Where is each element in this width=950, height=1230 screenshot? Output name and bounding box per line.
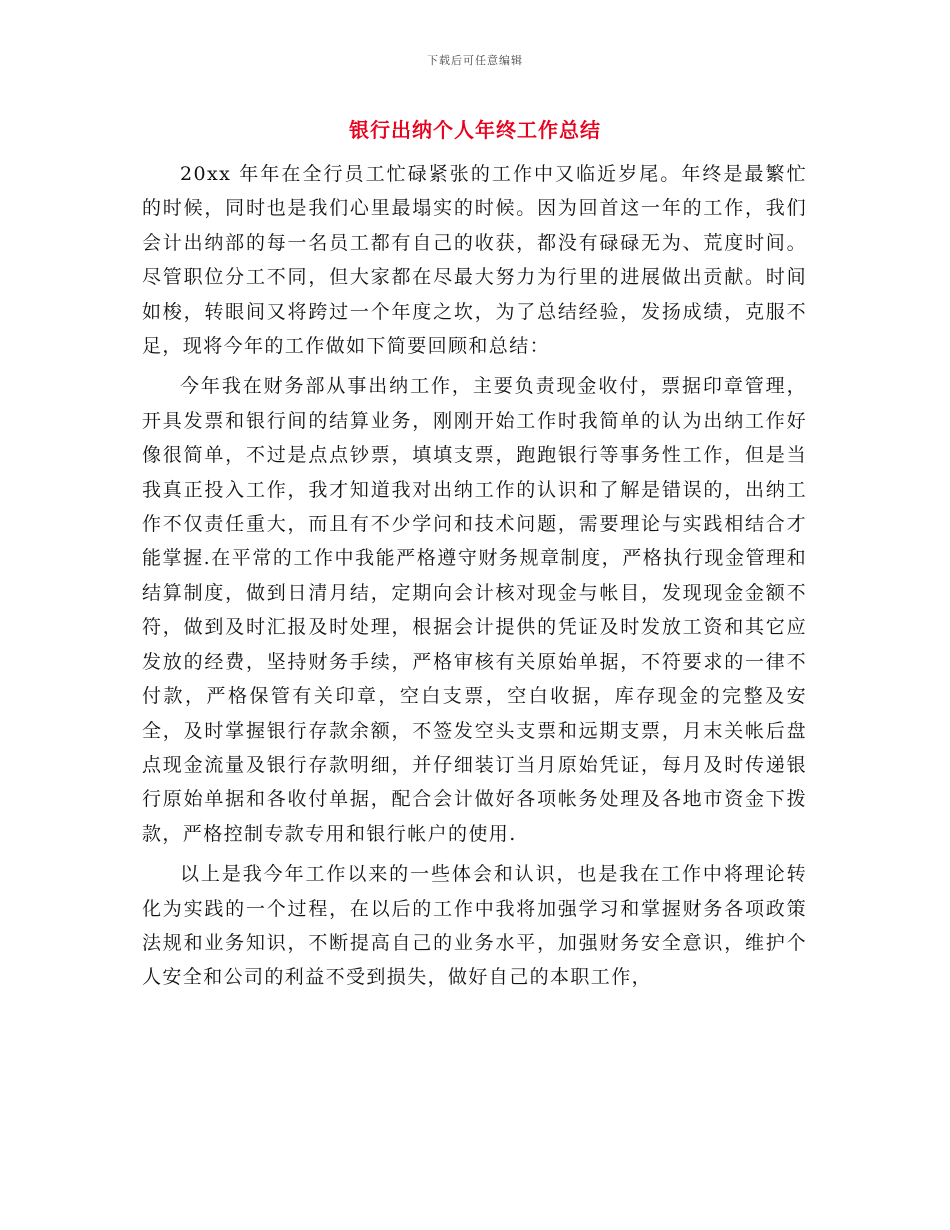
paragraph-conclusion: 以上是我今年工作以来的一些体会和认识，也是我在工作中将理论转化为实践的一个过程，在以后的工作中我将加强学习和掌握财务各项政策法规和业务知识，不断提高自己的业务水平，加强财务安全意识，维护个人安全和公司的利益不受到损失，做好自己的本职工作， [142,863,807,989]
document-body [142,157,807,1001]
paragraph-intro: 20xx 年年在全行员工忙碌紧张的工作中又临近岁尾。年终是最繁忙的时候，同时也是我们心里最塌实的时候。因为回首这一年的工作，我们会计出纳部的每一名员工都有自己的收获，都没有碌碌无为、荒度时间。尽管职位分工不同，但大家都在尽最大努力为行里的进展做出贡献。时间如梭，转眼间又将跨过一个年度之坎，为了总结经验，发扬成绩，克服不足，现将今年的工作做如下简要回顾和总结： [142,163,807,358]
document-title: 银行出纳个人年终工作总结 [349,118,601,142]
header-note: 下载后可任意编辑 [427,54,523,67]
paragraph-work-duties: 今年我在财务部从事出纳工作，主要负责现金收付，票据印章管理，开具发票和银行间的结算业务，刚刚开始工作时我简单的认为出纳工作好像很简单，不过是点点钞票，填填支票，跑跑银行等事务性工作，但是当我真正投入工作，我才知道我对出纳工作的认识和了解是错误的，出纳工作不仅责任重大，而且有不少学问和技术问题，需要理论与实践相结合才能掌握.在平常的工作中我能严格遵守财务规章制度，严格执行现金管理和结算制度，做到日清月结，定期向会计核对现金与帐目，发现现金金额不符，做到及时汇报及时处理，根据会计提供的凭证及时发放工资和其它应发放的经费，坚持财务手续，严格审核有关原始单据，不符要求的一律不付款，严格保管有关印章，空白支票，空白收据，库存现金的完整及安全，及时掌握银行存款余额，不签发空头支票和远期支票，月末关帐后盘点现金流量及银行存款明细，并仔细装订当月原始凭证，每月及时传递银行原始单据和各收付单据，配合会计做好各项帐务处理及各地市资金下拨款，严格控制专款专用和银行帐户的使用. [142,375,807,845]
